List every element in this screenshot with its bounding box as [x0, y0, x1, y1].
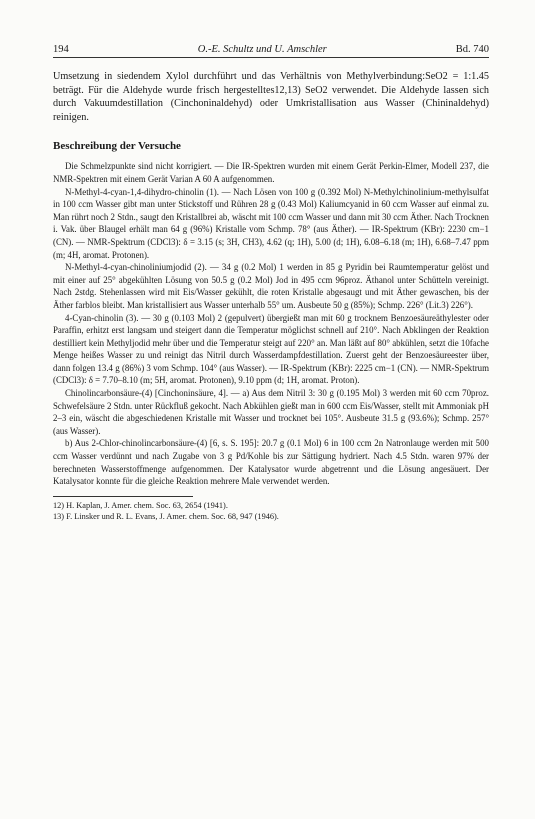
paragraph-compound-3: 4-Cyan-chinolin (3). — 30 g (0.103 Mol) 2 (gepulvert) übergießt man mit 60 g trocknem Benzoesäureäthylester oder Paraffin, erhitzt erst langsam und steigert dann die Temperatur möglichst schnell auf 210°. Nach Abklingen der Reaktion destilliert kein Methyljodid mehr über und die Temperatur steigt auf 220° an. Man läßt auf 80° abkühlen, setzt die 10fache Menge heißes Wasser zu und reinigt das Nitril durch Wasserdampfdestillation. Zuerst geht der Benzoesäureester über, dann folgen 13.4 g (86%) 3 vom Schmp. 104° (aus Wasser). — IR-Spektrum (KBr): 2225 cm−1 (CN). — NMR-Spektrum (CDCl3): δ = 7.70–8.10 (m; 5H, aromat. Protonen), 9.10 ppm (d; 1H, aromat. Proton). [53, 312, 489, 386]
paragraph-compound-1: N-Methyl-4-cyan-1,4-dihydro-chinolin (1). — Nach Lösen von 100 g (0.392 Mol) N-Methylchinolinium-methylsulfat in 100 ccm Wasser gibt man unter Stickstoff und Rühren 28 g (0.43 Mol) Kaliumcyanid in 60 ccm Wasser auf einmal zu. Man rührt noch 2 Stdn., saugt den Kristallbrei ab, wäscht mit 100 ccm Wasser und dann mit 30 ccm Äther. Nach Trocknen i. Vak. über Blaugel erhält man 64 g (96%) Kristalle vom Schmp. 78° (aus Äther). — IR-Spektrum (KBr): 2230 cm−1 (CN). — NMR-Spektrum (CDCl3): δ = 3.15 (s; 3H, CH3), 4.62 (q; 1H), 5.00 (d; 1H), 6.08–6.18 (m; 1H), 6.68–7.47 ppm (m; 4H, aromat. Protonen). [53, 186, 489, 260]
running-header [53, 44, 489, 58]
running-head-authors: O.-E. Schultz und U. Amschler [197, 44, 327, 55]
paragraph-compound-2: N-Methyl-4-cyan-chinoliniumjodid (2). — 34 g (0.2 Mol) 1 werden in 85 g Pyridin bei Raumtemperatur gelöst und mit einer auf 25° abgekühlten Lösung von 50.5 g (0.2 Mol) Jod in 495 ccm 96proz. Äthanol unter Schütteln vereinigt. Nach 2stdg. Stehenlassen wird mit Eis/Wasser gekühlt, die roten Kristalle abgesaugt und mit Äther gewaschen, bis der Äther farblos bleibt. Man kristallisiert aus Wasser unterhalb 55° um. Ausbeute 50 g (85%); Schmp. 226° (Lit.3) 226°). [53, 262, 489, 310]
paragraph-general-notes: Die Schmelzpunkte sind nicht korrigiert. — Die IR-Spektren wurden mit einem Gerät Perkin-Elmer, Modell 237, die NMR-Spektren mit einem Gerät Varian A 60 A aufgenommen. [53, 161, 489, 184]
page-number: 194 [53, 44, 69, 55]
intro-paragraph: Umsetzung in siedendem Xylol durchführt und das Verhältnis von Methylverbindung:SeO2 = 1:1.45 beträgt. Für die Aldehyde wurde frisch hergestelltes12,13) SeO2 verwendet. Die Aldehyde lassen sich durch Vakuumdestillation (Cinchoninaldehyd) oder Umkristallisation aus Wasser (Chininaldehyd) reinigen. [53, 71, 489, 123]
footnote-13: 13) F. Linsker und R. L. Evans, J. Amer. chem. Soc. 68, 947 (1946). [53, 511, 279, 521]
volume-label: Bd. 740 [455, 44, 489, 55]
section-title: Beschreibung der Versuche [53, 140, 181, 153]
paragraph-compound-4a: Chinolincarbonsäure-(4) [Cinchoninsäure, 4]. — a) Aus dem Nitril 3: 30 g (0.195 Mol) 3 werden mit 60 ccm 70proz. Schwefelsäure 2 Stdn. unter Rückfluß gekocht. Nach Abkühlen gießt man in 600 ccm Eis/Wasser, stellt mit Ammoniak pH 2–3 ein, wäscht die abgeschiedenen Kristalle mit Wasser und trocknet bei 105°. Ausbeute 31.5 g (93.6%); Schmp. 257° (aus Wasser). [53, 388, 489, 436]
footnote-12: 12) H. Kaplan, J. Amer. chem. Soc. 63, 2654 (1941). [53, 500, 228, 510]
paragraph-compound-4b: b) Aus 2-Chlor-chinolincarbonsäure-(4) [6, s. S. 195]: 20.7 g (0.1 Mol) 6 in 100 ccm 2n Natronlauge werden mit 500 ccm Wasser verdünnt und nach Zugabe von 3 g Pd/Kohle bis zur Sättigung hydriert. Nach 4.5 Stdn. waren 97% der berechneten Wasserstoffmenge aufgenommen. Der Katalysator wurde abgetrennt und die Lösung angesäuert. Der Katalysator konnte für die gleiche Reaktion mehrere Male verwendet werden. [53, 438, 489, 487]
